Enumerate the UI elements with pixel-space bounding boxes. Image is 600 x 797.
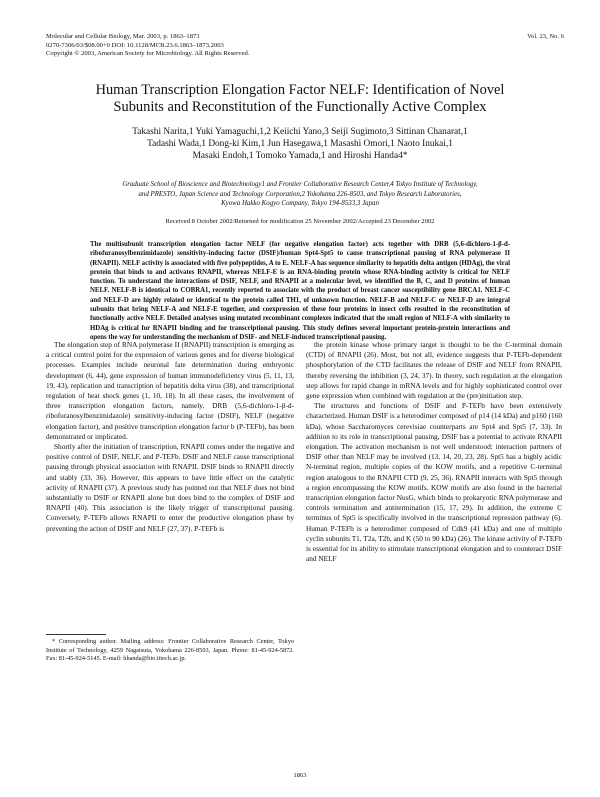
page-number: 1863	[293, 772, 307, 779]
author-line-1: Takashi Narita,1 Yuki Yamaguchi,1,2 Keiichi Yano,3 Seiji Sugimoto,3 Sittinan Chanarat,1	[132, 127, 468, 137]
paragraph: the protein kinase whose primary target is thought to be the C-terminal domain (CTD) of RNAPII (26). Most, but not all, evidence suggests that P-TEFb-dependent phosphorylation of the CTD facilitates the release of DSIF and NELF from RNAPII, thereby reversing the inhibition (3, 24, 37). In theory, such regulation at the elongation step allows for rapid change in mRNA levels and for highly sophisticated control over gene expression when combined with regulation at the (pre)initiation step.	[306, 340, 562, 401]
volume-label: Vol. 23, No. 6	[527, 33, 564, 40]
paragraph: The elongation step of RNA polymerase II (RNAPII) transcription is emerging as a critical control point for the expression of various genes and for diverse biological processes. Examples include neuronal fate determination during embryonic development (6, 44), gene expression of human immunodeficiency virus (5, 11, 13, 19, 43), replication and transcription of hepatitis delta virus (38), and transcriptional regulation of heat shock genes (1, 10, 18). In all these cases, the involvement of three transcription elongation factors, namely, DRB (5,6-dichloro-1-β-d-ribofuranosylbenzimidazole) sensitivity-inducing factor (DSIF), NELF (negative elongation factor), and positive transcription elongation factor b (P-TEFb), has been demonstrated or implicated.	[46, 340, 294, 441]
paragraph: Shortly after the initiation of transcription, RNAPII comes under the negative and positive control of DSIF, NELF, and P-TEFb. DSIF and NELF cause transcriptional pausing through physical association with RNAPII. DSIF binds to RNAPII directly and stably (33, 36). However, this appears to have little effect on the catalytic activity of RNAPII (37). A previous study has pointed out that NELF does not bind substantially to DSIF or RNAPII alone but does bind to the complex of DSIF and RNAPII (40). This association is the likely trigger of transcriptional pausing. Conversely, P-TEFb allows RNAPII to enter the productive elongation phase by preventing the action of DSIF and NELF (27, 37). P-TEFb is	[46, 442, 294, 533]
paragraph: The structures and functions of DSIF and P-TEFb have been extensively characterized. Human DSIF is a heterodimer composed of p14 (14 kDa) and p160 (160 kDa), whose Saccharomyces cerevisiae counterparts are Spt4 and Spt5 (7, 33). In addition to its role in transcriptional pausing, DSIF has a potential to activate RNAPII elongation. The activation mechanism is not well understood: interaction partners of DSIF other than NELF may be involved (13, 14, 20, 23, 28). Spt5 has a highly acidic N-terminal region, multiple copies of the KOW motifs, and a repetitive C-terminal region analogous to the RNAPII CTD (9, 25, 36). RNAPII interacts with Spt5 through a region encompassing the KOW motifs. KOW motifs are also found in the bacterial transcription elongation factor NusG, which binds to prokaryotic RNA polymerase and controls termination and antitermination (15, 17, 29). In addition, the extreme C terminus of Spt5 is specifically involved in the transcriptional repression pathway (6). Human P-TEFb is a heterodimer composed of Cdk9 (41 kDa) and one of multiple cyclin subunits T1, T2a, T2b, and K (50 to 90 kDa) (26). The kinase activity of P-TEFb is essential for its ability to stimulate transcriptional elongation and to counteract DSIF and NELF	[306, 401, 562, 564]
author-list	[30, 126, 570, 162]
affiliations	[40, 180, 560, 209]
issn-line: 0270-7306/03/$08.00+0 DOI: 10.1128/MCB.23.6.1863–1873.2003	[46, 41, 224, 49]
affiliation-line-2: and PRESTO, Japan Science and Technology Corporation,2 Yokohama 226-8503, and Tokyo Research Laboratories,	[138, 190, 462, 198]
title-line-1: Human Transcription Elongation Factor NELF: Identification of Novel	[95, 82, 505, 98]
received-dates: Received 8 October 2002/Returned for modification 25 November 2002/Accepted 23 December 2002	[165, 218, 435, 225]
footnote-divider	[46, 634, 106, 635]
affiliation-line-1: Graduate School of Bioscience and Biotechnology1 and Frontier Collaborative Research Center,4 Tokyo Institute of Technology,	[122, 181, 478, 188]
article-title	[40, 82, 560, 116]
affiliation-line-3: Kyowa Hakko Kogyo Company, Tokyo 194-8533,3 Japan	[221, 200, 379, 208]
journal-header	[46, 33, 346, 59]
copyright-line: Copyright © 2003, American Society for Microbiology. All Rights Reserved.	[46, 50, 250, 58]
abstract: The multisubunit transcription elongation factor NELF (for negative elongation factor) acts together with DRB (5,6-dichloro-1-β-d-ribofuranosylbenzimidazole) sensitivity-inducing factor (DSIF)/human Spt4-Spt5 to cause transcriptional pausing of RNA polymerase II (RNAPII). NELF activity is associated with five polypeptides, A to E. NELF-A has sequence similarity to hepatitis delta antigen (HDAg), the viral protein that binds to and activates RNAPII, whereas NELF-E is an RNA-binding protein whose RNA-binding activity is critical for NELF function. To understand the interactions of DSIF, NELF, and RNAPII at a molecular level, we identified the B, C, and D proteins of human NELF. NELF-B is identical to COBRA1, recently reported to associate with the product of breast cancer susceptibility gene BRCA1. NELF-C and NELF-D are highly related or identical to the protein called TH1, of unknown function. NELF-B and NELF-C or NELF-D are integral subunits that bring NELF-A and NELF-E together, and coexpression of these four proteins in insect cells resulted in the reconstitution of functionally active NELF. Detailed analyses using mutated recombinant complexes indicated that the small region of NELF-A with similarity to HDAg is critical for RNAPII binding and for transcriptional pausing. This study defines several important protein-protein interactions and opens the way for understanding the mechanism of DSIF- and NELF-induced transcriptional pausing.	[90, 241, 510, 341]
author-line-2: Tadashi Wada,1 Dong-ki Kim,1 Jun Hasegawa,1 Masashi Omori,1 Naoto Inukai,1	[147, 139, 453, 149]
corresponding-author-footnote: * Corresponding author. Mailing address: Frontier Collaborative Research Center, Tokyo Institute of Technology, 4259 Nagatsuta, Yokohama 226-8503, Japan. Phone: 81-45-924-5872. Fax: 81-45-924-5145. E-mail: hhanda@bio.titech.ac.jp.	[46, 638, 294, 663]
title-line-2: Subunits and Reconstitution of the Functionally Active Complex	[113, 99, 487, 115]
body-column-left	[46, 340, 294, 534]
body-column-right	[306, 340, 562, 564]
author-line-3: Masaki Endoh,1 Tomoko Yamada,1 and Hiroshi Handa4*	[192, 151, 408, 161]
journal-line: Molecular and Cellular Biology, Mar. 2003, p. 1863–1873	[46, 33, 200, 40]
